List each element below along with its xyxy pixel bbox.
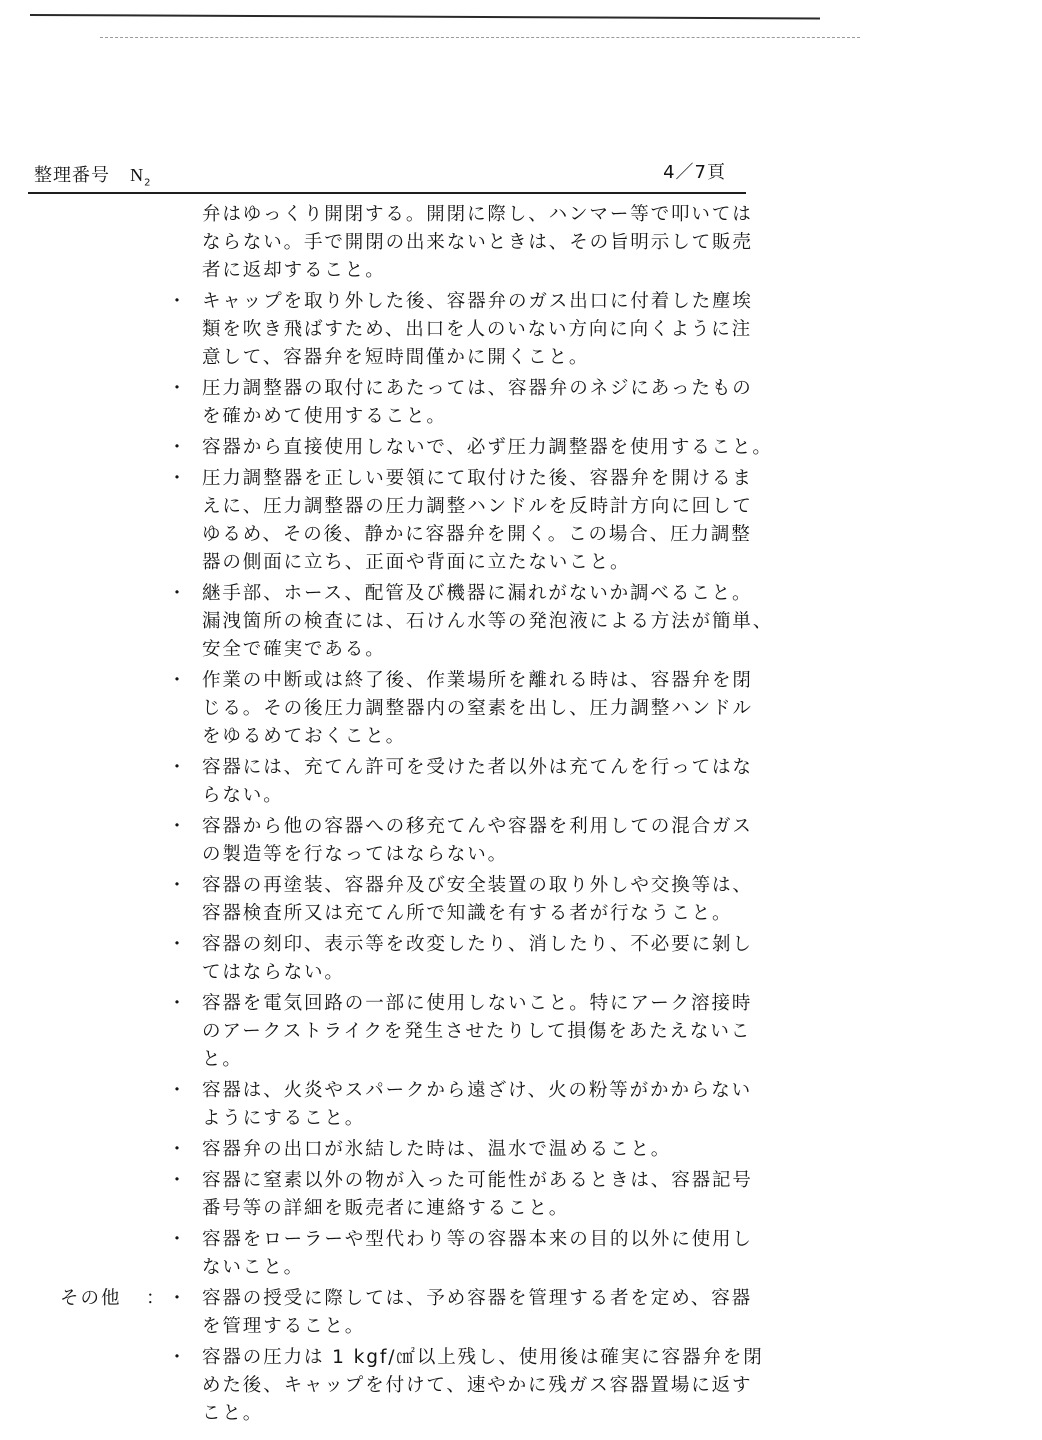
document-body [60, 201, 780, 1431]
page-number: 4／7頁 [663, 162, 726, 183]
list-item-line: 意して、容器弁を短時間僅かに開くこと。 [202, 347, 590, 368]
bullet-marker: ・ [168, 1288, 186, 1309]
list-item-line: 容器の圧力は 1 kgf/㎠以上残し、使用後は確実に容器弁を閉 [202, 1347, 764, 1368]
list-item-line: 類を吹き飛ばすため、出口を人のいない方向に向くように注 [202, 319, 753, 340]
list-item-line: 容器弁の出口が氷結した時は、温水で温めること。 [202, 1139, 672, 1160]
intro-line: ならない。手で開閉の出来ないときは、その旨明示して販売 [202, 232, 753, 253]
list-item-line: えに、圧力調整器の圧力調整ハンドルを反時計方向に回して [202, 496, 753, 517]
list-item-line: 容器から他の容器への移充てんや容器を利用しての混合ガス [202, 816, 753, 837]
list-item [60, 1344, 780, 1428]
bullet-marker: ・ [168, 1229, 186, 1250]
scan-edge-line [30, 14, 820, 19]
list-item [60, 1285, 780, 1341]
bullet-marker: ・ [168, 378, 186, 399]
bullet-marker: ・ [168, 816, 186, 837]
list-item-line: じる。その後圧力調整器内の窒素を出し、圧力調整ハンドル [202, 698, 753, 719]
list-item [60, 754, 780, 810]
list-item-line: ないこと。 [202, 1257, 305, 1278]
bullet-marker: ・ [168, 875, 186, 896]
bullet-list [60, 288, 780, 1285]
list-item-line: 器の側面に立ち、正面や背面に立たないこと。 [202, 552, 631, 573]
bullet-marker: ・ [168, 934, 186, 955]
list-item [60, 667, 780, 751]
bullet-marker: ・ [168, 757, 186, 778]
list-item-line: ようにすること。 [202, 1108, 366, 1129]
document-number-label: 整理番号 [34, 165, 110, 186]
list-item [60, 1077, 780, 1133]
bullet-marker: ・ [168, 468, 186, 489]
bullet-marker: ・ [168, 1139, 186, 1160]
list-item-line: めた後、キャップを付けて、速やかに残ガス容器置場に返す [202, 1375, 753, 1396]
list-item [60, 1167, 780, 1223]
bullet-marker: ・ [168, 1347, 186, 1368]
page-header [30, 158, 746, 194]
intro-paragraph [60, 201, 780, 285]
list-item-line: 容器を電気回路の一部に使用しないこと。特にアーク溶接時 [202, 993, 753, 1014]
list-item-line: を管理すること。 [202, 1316, 366, 1337]
list-item-line: 漏洩箇所の検査には、石けん水等の発泡液による方法が簡単、 [202, 611, 774, 632]
list-item-line: 容器検査所又は充てん所で知識を有する者が行なうこと。 [202, 903, 733, 924]
bullet-marker: ・ [168, 670, 186, 691]
list-item-line: 圧力調整器の取付にあたっては、容器弁のネジにあったもの [202, 378, 753, 399]
list-item-line: 容器の刻印、表示等を改変したり、消したり、不必要に剝し [202, 934, 753, 955]
list-item [60, 931, 780, 987]
list-item-line: 容器の授受に際しては、予め容器を管理する者を定め、容器 [202, 1288, 753, 1309]
list-item-line: 容器をローラーや型代わり等の容器本来の目的以外に使用し [202, 1229, 753, 1250]
bullet-marker: ・ [168, 437, 186, 458]
intro-line: 者に返却すること。 [202, 260, 386, 281]
list-item [60, 872, 780, 928]
list-item [60, 813, 780, 869]
list-item-line: 容器の再塗装、容器弁及び安全装置の取り外しや交換等は、 [202, 875, 753, 896]
list-item [60, 375, 780, 431]
section-label: その他 [60, 1288, 122, 1309]
list-item-line: こと。 [202, 1403, 264, 1424]
list-item-line: 番号等の詳細を販売者に連絡すること。 [202, 1198, 570, 1219]
document-number [34, 161, 152, 189]
list-item-line: 容器に窒素以外の物が入った可能性があるときは、容器記号 [202, 1170, 753, 1191]
scan-dashed-line [100, 37, 860, 38]
list-item-line: らない。 [202, 785, 284, 806]
list-item-line: 圧力調整器を正しい要領にて取付けた後、容器弁を開けるま [202, 468, 753, 489]
bullet-marker: ・ [168, 1170, 186, 1191]
list-item-line: のアークストライクを発生させたりして損傷をあたえないこ [202, 1021, 752, 1042]
bullet-marker: ・ [168, 291, 186, 312]
list-item-line: ゆるめ、その後、静かに容器弁を開く。この場合、圧力調整 [202, 524, 752, 545]
list-item-line: 安全で確実である。 [202, 639, 386, 660]
list-item-line: と。 [202, 1049, 243, 1070]
bullet-marker: ・ [168, 1080, 186, 1101]
list-item [60, 465, 780, 577]
list-item [60, 288, 780, 372]
document-number-value: N [130, 165, 145, 185]
list-item-line: 容器から直接使用しないで、必ず圧力調整器を使用すること。 [202, 437, 773, 458]
list-item-line: てはならない。 [202, 962, 345, 983]
list-item [60, 1226, 780, 1282]
list-item-line: 継手部、ホース、配管及び機器に漏れがないか調べること。 [202, 583, 753, 604]
list-item [60, 580, 780, 664]
section-colon: ： [146, 1288, 165, 1309]
bullet-marker: ・ [168, 583, 186, 604]
list-item-line: をゆるめておくこと。 [202, 726, 407, 747]
bullet-marker: ・ [168, 993, 186, 1014]
list-item-line: の製造等を行なってはならない。 [202, 844, 509, 865]
list-item [60, 1136, 780, 1164]
list-item-line: 容器には、充てん許可を受けた者以外は充てんを行ってはな [202, 757, 753, 778]
list-item-line: 容器は、火炎やスパークから遠ざけ、火の粉等がかからない [202, 1080, 753, 1101]
other-section [60, 1285, 780, 1431]
list-item-line: 作業の中断或は終了後、作業場所を離れる時は、容器弁を閉 [202, 670, 753, 691]
list-item [60, 990, 780, 1074]
list-item [60, 434, 780, 462]
list-item-line: キャップを取り外した後、容器弁のガス出口に付着した塵埃 [202, 291, 753, 312]
list-item-line: を確かめて使用すること。 [202, 406, 447, 427]
document-number-subscript: 2 [144, 177, 152, 189]
header-rule [28, 192, 746, 194]
intro-line: 弁はゆっくり開閉する。開閉に際し、ハンマー等で叩いては [202, 204, 753, 225]
